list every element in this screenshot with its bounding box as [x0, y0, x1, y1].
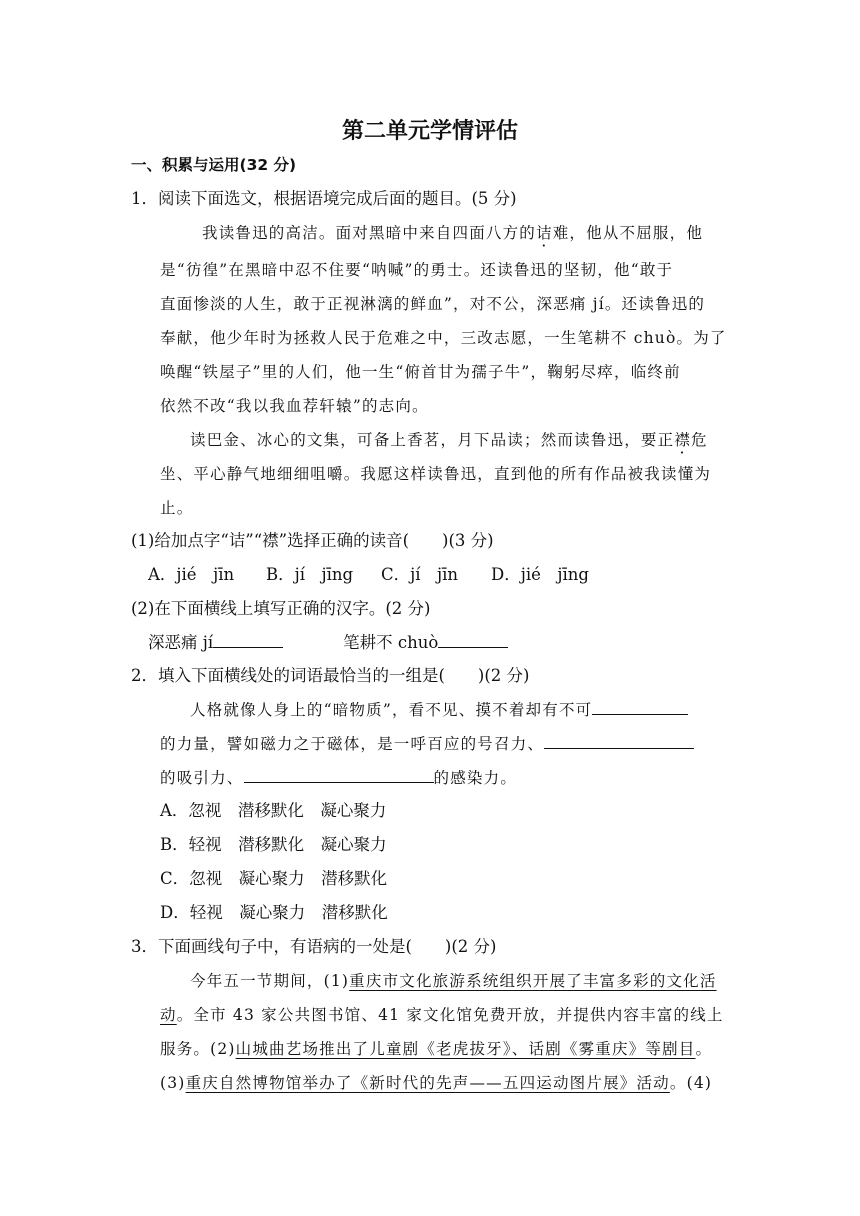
- sub-question-1: (1)给加点字“诘”“襟”选择正确的读音( )(3 分): [131, 531, 494, 550]
- passage-line: 人格就像人身上的“暗物质”，看不见、摸不着却有不可: [190, 698, 688, 722]
- dotted-char: 诘: [536, 224, 553, 242]
- passage-line: 唤醒“铁屋子”里的人们，他一生“俯首甘为孺子牛”，鞠躬尽瘁，临终前: [160, 363, 681, 381]
- passage-line: (3)重庆自然博物馆举办了《新时代的先声——五四运动图片展》活动。(4): [160, 1074, 713, 1092]
- passage-line: 止。: [160, 499, 194, 517]
- passage-line: 今年五一节期间，(1)重庆市文化旅游系统组织开展了丰富多彩的文化活: [190, 972, 717, 990]
- question-1-stem: 1．阅读下面选文，根据语境完成后面的题目。(5 分): [131, 189, 517, 208]
- option-b[interactable]: B．轻视 潜移默化 凝心聚力: [160, 835, 387, 854]
- answer-blank[interactable]: [244, 766, 434, 783]
- underlined-sentence: 山城曲艺场推出了儿童剧《老虎拔牙》、话剧《雾重庆》等剧目: [235, 1040, 696, 1058]
- answer-blank[interactable]: [438, 631, 508, 648]
- section-heading: 一、积累与运用(32 分): [131, 156, 297, 174]
- option-c[interactable]: C．忽视 凝心聚力 潜移默化: [160, 869, 388, 888]
- underlined-sentence: 重庆自然博物馆举办了《新时代的先声——五四运动图片展》活动: [185, 1074, 670, 1092]
- passage-line: 坐、平心静气地细细咀嚼。我愿这样读鲁迅，直到他的所有作品被我读懂为: [160, 465, 712, 483]
- passage-line: 我读鲁迅的高洁。面对黑暗中来自四面八方的诘难，他从不屈服，他: [202, 224, 704, 242]
- underlined-sentence: 重庆市文化旅游系统组织开展了丰富多彩的文化活: [349, 972, 717, 990]
- passage-line: 服务。(2)山城曲艺场推出了儿童剧《老虎拔牙》、话剧《雾重庆》等剧目。: [160, 1040, 713, 1058]
- sub-question-2: (2)在下面横线上填写正确的汉字。(2 分): [131, 599, 431, 618]
- question-3-stem: 3．下面画线句子中，有语病的一处是( )(2 分): [131, 937, 497, 956]
- option-a[interactable]: A．忽视 潜移默化 凝心聚力: [160, 801, 387, 820]
- option-c[interactable]: C．jí jīn: [381, 565, 459, 584]
- passage-line: 读巴金、冰心的文集，可备上香茗，月下品读；然而读鲁迅，要正襟危: [190, 431, 708, 449]
- passage-line: 动。全市 43 家公共图书馆、41 家文化馆免费开放，并提供内容丰富的线上: [160, 1006, 724, 1024]
- passage-line: 奉献，他少年时为拯救人民于危难之中，三改志愿，一生笔耕不 chuò。为了: [160, 329, 727, 347]
- dotted-char: 襟: [674, 431, 692, 449]
- option-d[interactable]: D．jié jīng: [491, 565, 589, 584]
- answer-blank[interactable]: [544, 732, 694, 749]
- answer-options: [148, 563, 589, 587]
- option-d[interactable]: D．轻视 凝心聚力 潜移默化: [160, 903, 388, 922]
- option-b[interactable]: B．jí jīng: [266, 565, 354, 584]
- question-2-stem: 2．填入下面横线处的词语最恰当的一组是( )(2 分): [131, 666, 530, 685]
- answer-blank[interactable]: [213, 631, 283, 648]
- passage-line: 直面惨淡的人生，敢于正视淋漓的鲜血”，对不公，深恶痛 jí。还读鲁迅的: [160, 295, 706, 313]
- underlined-sentence: 动: [160, 1006, 177, 1024]
- passage-line: 的力量，譬如磁力之于磁体，是一呼百应的号召力、: [160, 732, 694, 756]
- passage-line: 是“彷徨”在黑暗中忍不住要“呐喊”的勇士。还读鲁迅的坚韧，他“敢于: [160, 261, 674, 279]
- option-a[interactable]: A．jié jīn: [148, 565, 235, 584]
- page-title: 第二单元学情评估: [341, 119, 518, 144]
- passage-line: 的吸引力、 的感染力。: [160, 766, 517, 790]
- fill-line: 深恶痛 jí 笔耕不 chuò: [148, 631, 508, 655]
- passage-line: 依然不改“我以我血荐轩辕”的志向。: [160, 397, 429, 415]
- answer-blank[interactable]: [592, 698, 688, 715]
